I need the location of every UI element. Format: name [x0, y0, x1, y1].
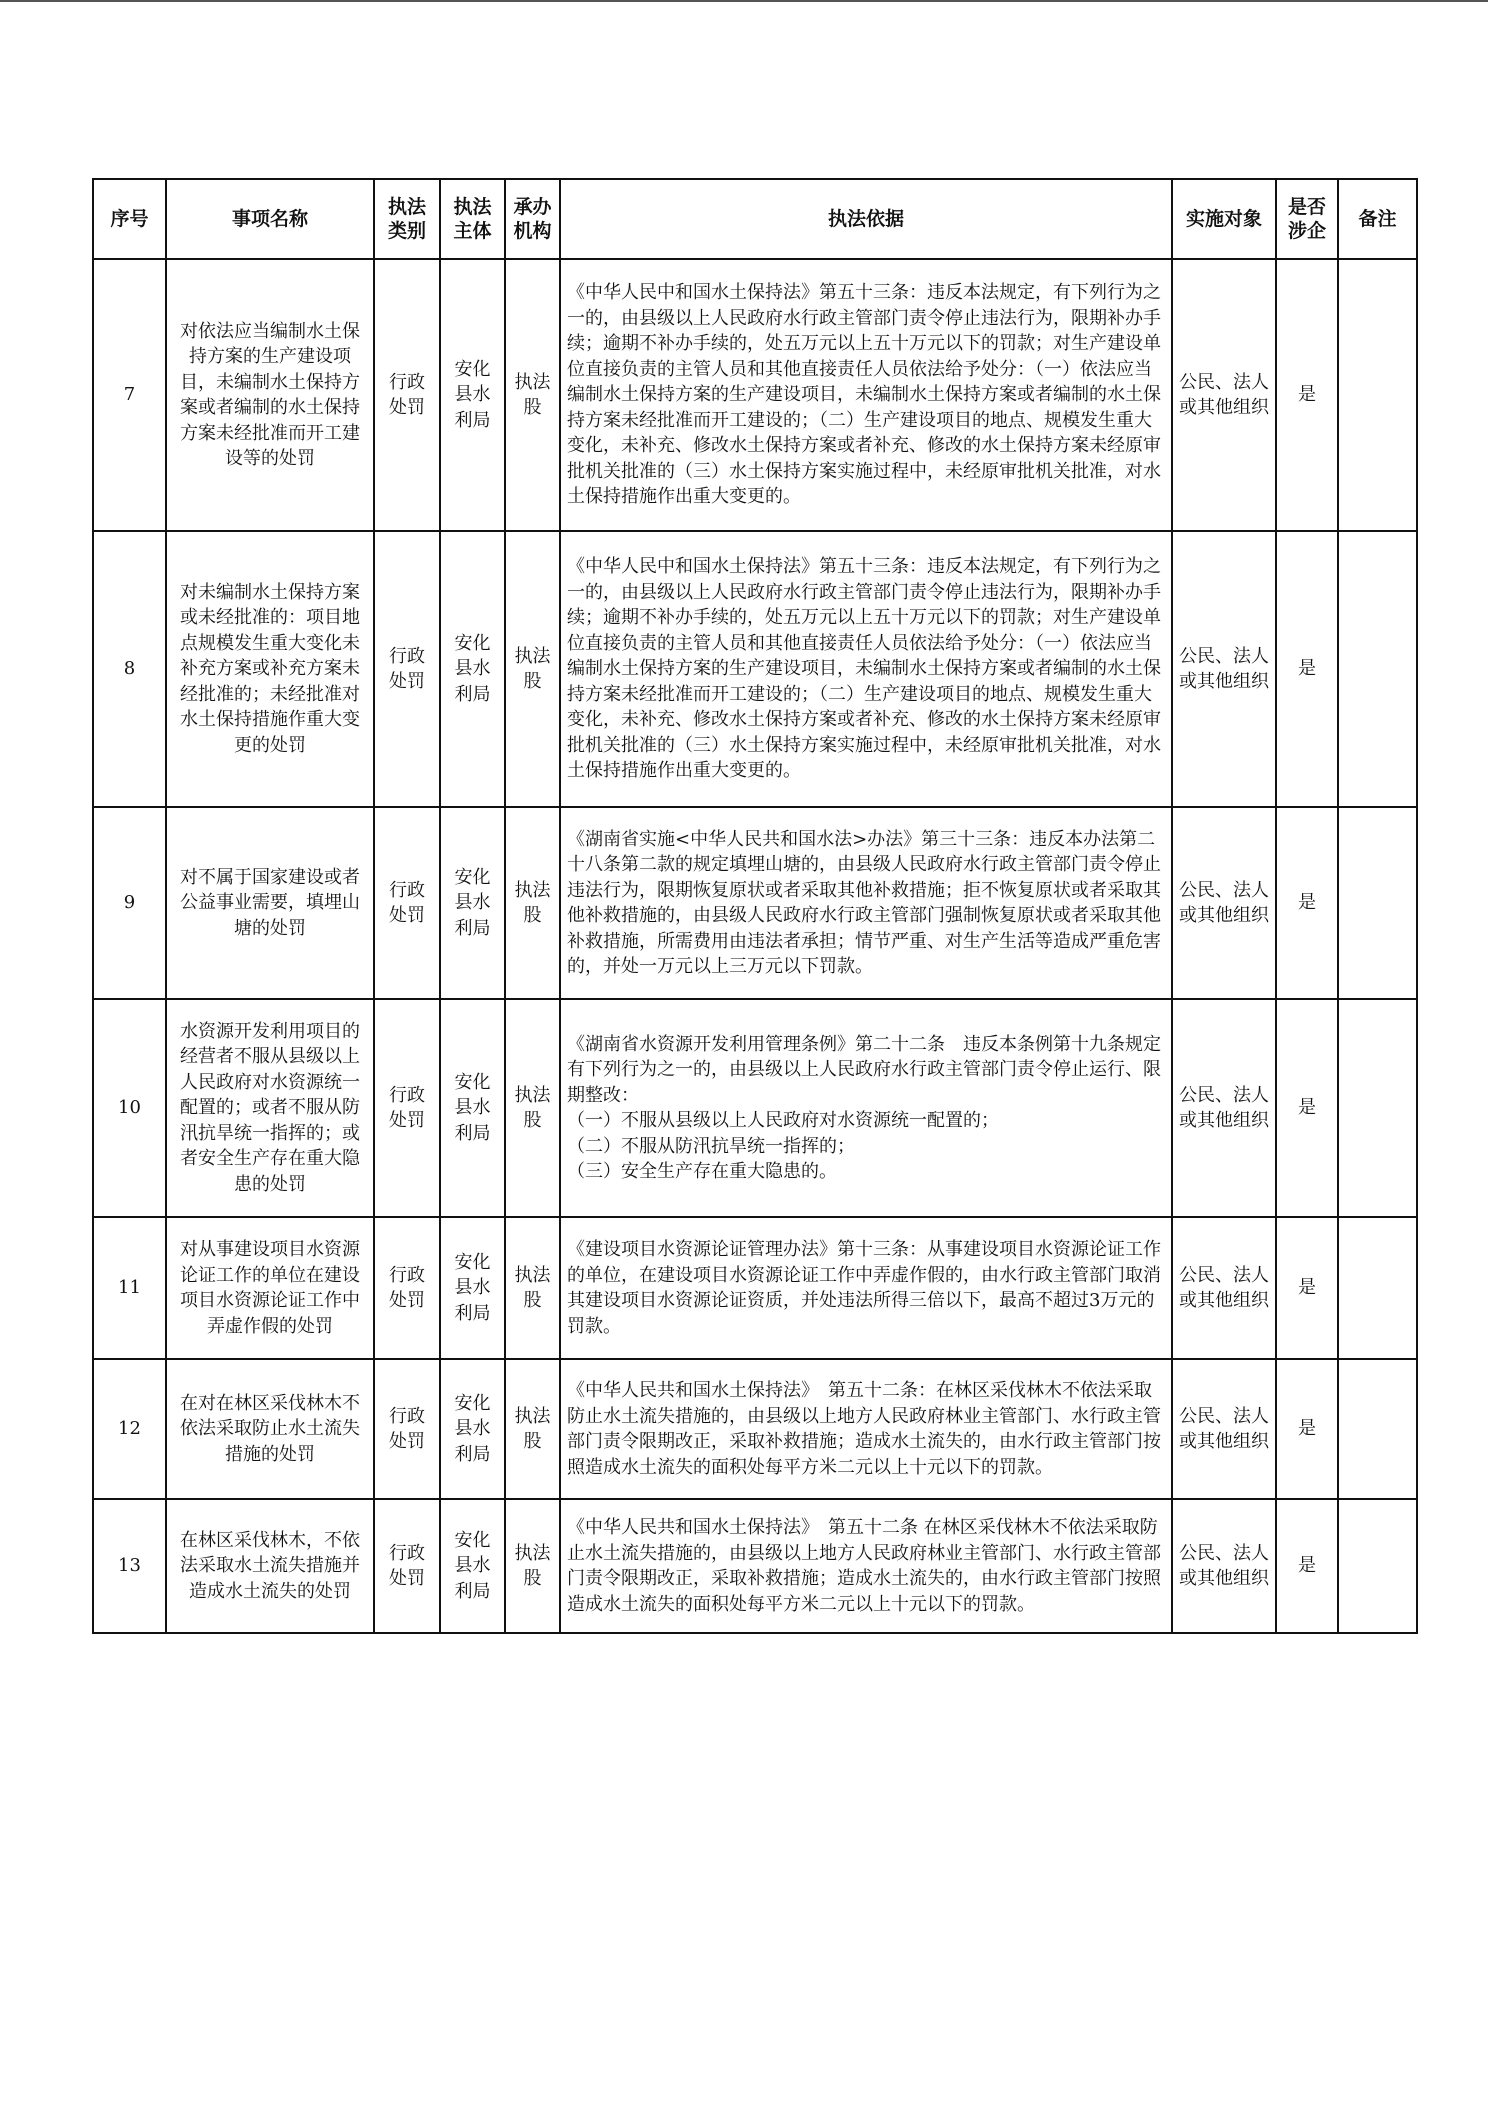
cell-target: 公民、法人或其他组织 [1172, 531, 1276, 807]
cell-type-text: 行政处罚 [389, 1264, 425, 1311]
cell-dept [505, 1217, 560, 1359]
cell-dept [505, 531, 560, 807]
basis-paragraph: 《中华人民中和国水土保持法》第五十三条：违反本法规定，有下列行为之一的，由县级以上人民政府水行政主管部门责令停止违法行为，限期补办手续；逾期不补办手续的，处五万元以上五十万元以下的罚款；对生产建设单位直接负责的主管人员和其他直接责任人员依法给予处分：（一）依法应当编制水土保持方案的生产建设项目，未编制水土保持方案或者编制的水土保持方案未经批准而开工建设的；（二）生产建设项目的地点、规模发生重大变化，未补充、修改水土保持方案或者补充、修改的水土保持方案未经原审批机关批准的（三）水土保持方案实施过程中，未经原审批机关批准，对水土保持措施作出重大变更的。 [567, 556, 1161, 782]
header-name: 事项名称 [166, 179, 374, 259]
cell-type-text: 行政处罚 [389, 645, 425, 692]
cell-dept-text: 执法股 [514, 1542, 551, 1589]
cell-enterprise: 是 [1276, 807, 1338, 999]
basis-paragraph: 《中华人民共和国水土保持法》 第五十二条 在林区采伐林木不依法采取防止水土流失措施的，由县级以上地方人民政府林业主管部门、水行政主管部门责令限期改正，采取补救措施；造成水土流失的，由水行政主管部门按照造成水土流失的面积处每平方米二元以上十元以下的罚款。 [567, 1517, 1161, 1615]
cell-subject-text: 安化县水利局 [454, 1529, 491, 1602]
cell-type [374, 807, 440, 999]
cell-type-text: 行政处罚 [389, 879, 425, 926]
cell-basis [560, 1499, 1172, 1633]
header-enterprise-label: 是否涉企 [1287, 196, 1326, 242]
cell-name: 对不属于国家建设或者公益事业需要，填埋山塘的处罚 [166, 807, 374, 999]
cell-dept [505, 999, 560, 1217]
cell-target: 公民、法人或其他组织 [1172, 999, 1276, 1217]
header-basis: 执法依据 [560, 179, 1172, 259]
cell-enterprise: 是 [1276, 1359, 1338, 1499]
cell-basis [560, 531, 1172, 807]
cell-dept [505, 807, 560, 999]
cell-basis [560, 999, 1172, 1217]
cell-target: 公民、法人或其他组织 [1172, 259, 1276, 531]
cell-dept-text: 执法股 [514, 1264, 551, 1311]
cell-dept [505, 259, 560, 531]
cell-enterprise: 是 [1276, 531, 1338, 807]
header-type [374, 179, 440, 259]
basis-paragraph: 《中华人民共和国水土保持法》 第五十二条：在林区采伐林木不依法采取防止水土流失措施的，由县级以上地方人民政府林业主管部门、水行政主管部门责令限期改正，采取补救措施；造成水土流失的，由水行政主管部门按照造成水土流失的面积处每平方米二元以上十元以下的罚款。 [567, 1380, 1161, 1478]
header-seq: 序号 [93, 179, 166, 259]
cell-subject [440, 1217, 505, 1359]
cell-subject-text: 安化县水利局 [454, 1071, 491, 1144]
cell-subject [440, 259, 505, 531]
cell-subject-text: 安化县水利局 [454, 1392, 491, 1465]
cell-dept [505, 1499, 560, 1633]
cell-name: 对未编制水土保持方案或未经批准的：项目地点规模发生重大变化未补充方案或补充方案未经批准的；未经批准对水土保持措施作重大变更的处罚 [166, 531, 374, 807]
cell-basis [560, 259, 1172, 531]
cell-subject [440, 1359, 505, 1499]
cell-type [374, 531, 440, 807]
header-subject-label: 执法主体 [453, 196, 492, 242]
cell-dept-text: 执法股 [514, 645, 551, 692]
cell-remark [1338, 259, 1417, 531]
basis-paragraph: （三）安全生产存在重大隐患的。 [567, 1161, 837, 1182]
cell-enterprise: 是 [1276, 999, 1338, 1217]
cell-dept-text: 执法股 [514, 1084, 551, 1131]
header-subject [440, 179, 505, 259]
header-dept-label: 承办机构 [513, 196, 552, 242]
basis-paragraph: （一）不服从县级以上人民政府对水资源统一配置的； [567, 1110, 999, 1131]
enforcement-table [92, 178, 1418, 1634]
cell-subject [440, 999, 505, 1217]
cell-seq: 9 [93, 807, 166, 999]
header-target: 实施对象 [1172, 179, 1276, 259]
cell-type-text: 行政处罚 [389, 1405, 425, 1452]
cell-subject-text: 安化县水利局 [454, 1251, 491, 1324]
cell-subject-text: 安化县水利局 [454, 632, 491, 705]
cell-seq: 8 [93, 531, 166, 807]
cell-dept-text: 执法股 [514, 371, 551, 418]
table-row [93, 531, 1417, 807]
cell-target: 公民、法人或其他组织 [1172, 807, 1276, 999]
cell-remark [1338, 1217, 1417, 1359]
cell-type [374, 1499, 440, 1633]
basis-paragraph: 《中华人民中和国水土保持法》第五十三条：违反本法规定，有下列行为之一的，由县级以上人民政府水行政主管部门责令停止违法行为，限期补办手续；逾期不补办手续的，处五万元以上五十万元以下的罚款；对生产建设单位直接负责的主管人员和其他直接责任人员依法给予处分：（一）依法应当编制水土保持方案的生产建设项目，未编制水土保持方案或者编制的水土保持方案未经批准而开工建设的；（二）生产建设项目的地点、规模发生重大变化，未补充、修改水土保持方案或者补充、修改的水土保持方案未经原审批机关批准的（三）水土保持方案实施过程中，未经原审批机关批准，对水土保持措施作出重大变更的。 [567, 282, 1161, 508]
cell-dept [505, 1359, 560, 1499]
cell-type-text: 行政处罚 [389, 371, 425, 418]
cell-remark [1338, 999, 1417, 1217]
cell-subject [440, 1499, 505, 1633]
table-row [93, 1499, 1417, 1633]
cell-seq: 10 [93, 999, 166, 1217]
basis-paragraph: 《湖南省实施<中华人民共和国水法>办法》第三十三条：违反本办法第二十八条第二款的规定填埋山塘的，由县级人民政府水行政主管部门责令停止违法行为，限期恢复原状或者采取其他补救措施；拒不恢复原状或者采取其他补救措施的，由县级人民政府水行政主管部门强制恢复原状或者采取其他补救措施，所需费用由违法者承担；情节严重、对生产生活等造成严重危害的，并处一万元以上三万元以下罚款。 [567, 828, 1161, 977]
cell-remark [1338, 1359, 1417, 1499]
cell-seq: 13 [93, 1499, 166, 1633]
cell-subject-text: 安化县水利局 [454, 866, 491, 939]
basis-paragraph: （二）不服从防汛抗旱统一指挥的； [567, 1135, 855, 1157]
cell-subject-text: 安化县水利局 [454, 358, 491, 431]
basis-paragraph: 《湖南省水资源开发利用管理条例》第二十二条 违反本条例第十九条规定有下列行为之一的，由县级以上人民政府水行政主管部门责令停止运行、限期整改： [567, 1033, 1161, 1106]
cell-dept-text: 执法股 [514, 1405, 551, 1452]
header-type-label: 执法类别 [387, 196, 426, 242]
cell-basis [560, 807, 1172, 999]
cell-dept-text: 执法股 [514, 879, 551, 926]
cell-basis [560, 1359, 1172, 1499]
basis-paragraph: 《建设项目水资源论证管理办法》第十三条：从事建设项目水资源论证工作的单位，在建设项目水资源论证工作中弄虚作假的，由水行政主管部门取消其建设项目水资源论证资质，并处违法所得三倍以下，最高不超过3万元的罚款。 [567, 1239, 1161, 1337]
header-remark: 备注 [1338, 179, 1417, 259]
cell-basis [560, 1217, 1172, 1359]
cell-type-text: 行政处罚 [389, 1542, 425, 1589]
cell-subject [440, 807, 505, 999]
cell-target: 公民、法人或其他组织 [1172, 1217, 1276, 1359]
cell-subject [440, 531, 505, 807]
cell-name: 在林区采伐林木，不依法采取水土流失措施并造成水土流失的处罚 [166, 1499, 374, 1633]
cell-type [374, 999, 440, 1217]
cell-seq: 11 [93, 1217, 166, 1359]
table-row [93, 1359, 1417, 1499]
cell-remark [1338, 1499, 1417, 1633]
header-dept [505, 179, 560, 259]
page-top-border [0, 0, 1488, 2]
cell-type [374, 259, 440, 531]
table-row [93, 999, 1417, 1217]
cell-name: 水资源开发利用项目的经营者不服从县级以上人民政府对水资源统一配置的；或者不服从防汛抗旱统一指挥的；或者安全生产存在重大隐患的处罚 [166, 999, 374, 1217]
table-header-row [93, 179, 1417, 259]
cell-type [374, 1217, 440, 1359]
cell-target: 公民、法人或其他组织 [1172, 1359, 1276, 1499]
cell-name: 在对在林区采伐林木不依法采取防止水土流失措施的处罚 [166, 1359, 374, 1499]
cell-type [374, 1359, 440, 1499]
header-enterprise [1276, 179, 1338, 259]
cell-enterprise: 是 [1276, 1217, 1338, 1359]
cell-name: 对从事建设项目水资源论证工作的单位在建设项目水资源论证工作中弄虚作假的处罚 [166, 1217, 374, 1359]
cell-name: 对依法应当编制水土保持方案的生产建设项目，未编制水土保持方案或者编制的水土保持方案未经批准而开工建设等的处罚 [166, 259, 374, 531]
cell-seq: 12 [93, 1359, 166, 1499]
cell-type-text: 行政处罚 [389, 1084, 425, 1131]
table-row [93, 1217, 1417, 1359]
cell-remark [1338, 807, 1417, 999]
table-row [93, 259, 1417, 531]
table-row [93, 807, 1417, 999]
cell-remark [1338, 531, 1417, 807]
cell-seq: 7 [93, 259, 166, 531]
cell-enterprise: 是 [1276, 259, 1338, 531]
cell-target: 公民、法人或其他组织 [1172, 1499, 1276, 1633]
cell-enterprise: 是 [1276, 1499, 1338, 1633]
